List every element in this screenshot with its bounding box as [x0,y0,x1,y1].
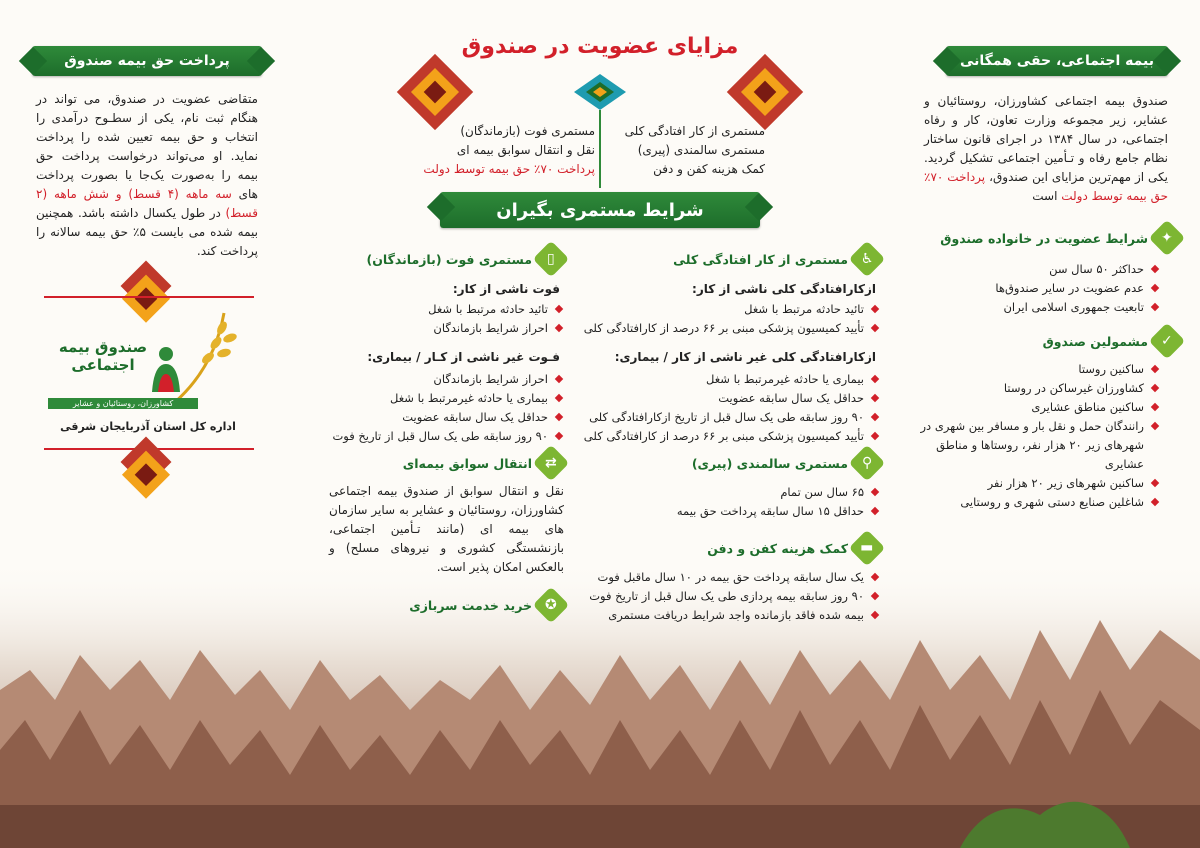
benefits-right [605,122,765,179]
list-item: بیمه شده فاقد بازمانده واجد شرایط دریافت مستمری [560,606,880,625]
logo-subtitle: کشاورزان، روستائیان و عشایر [48,398,198,409]
list-item: عدم عضویت در سایر صندوق‌ها [940,279,1160,298]
list-item: ۹۰ روز سابقه بیمه پردازی طی یک سال قبل از تاریخ فوت [560,587,880,606]
military-heading: ✪ خرید خدمت سربازی [409,592,564,618]
wheelchair-icon: ♿ [849,241,886,278]
center-divider [599,110,601,188]
coffin-icon: ▬ [849,530,886,567]
benefit-transfer: نقل و انتقال سوابق بیمه ای [456,143,595,157]
transfer-arrows-icon: ⇄ [533,445,570,482]
list-item: تابعیت جمهوری اسلامی ایران [940,298,1160,317]
list-item: تأیید کمیسیون پزشکی مبنی بر ۶۶ درصد از کارافتادگی کلی [560,319,880,338]
list-item: تائید حادثه مرتبط با شغل [344,300,564,319]
list-item: احراز شرایط بازماندگان [344,319,564,338]
benefit-funeral: کمک هزینه کفن و دفن [653,162,765,176]
old-age-list [560,483,880,521]
benefit-death: مستمری فوت (بازماندگان) [460,124,595,138]
left-banner: پرداخت حق بیمه صندوق [32,46,262,76]
right-banner: بیمه اجتماعی، حقی همگانی [946,46,1168,76]
list-item: بیماری یا حادثه غیرمرتبط با شغل [560,370,880,389]
benefit-government-share: پرداخت ۷۰٪ حق بیمه توسط دولت [423,162,595,176]
list-item: کشاورزان غیرساکن در روستا [920,379,1160,398]
membership-heading: ✦ شرایط عضویت در خانواده صندوق [940,225,1180,251]
list-item: یک سال سابقه پرداخت حق بیمه در ۱۰ سال ماقبل فوت [560,568,880,587]
disability-sub2: ازکارافتادگی کلی غیر ناشی از کار / بیماری: [614,350,876,364]
elderly-icon: ⚲ [849,445,886,482]
list-item: احراز شرایط بازماندگان [304,370,564,389]
center-title: مزایای عضویت در صندوق [461,34,739,59]
soldier-icon: ✪ [533,587,570,624]
death-sub2: فـوت غیر ناشی از کـار / بیماری: [367,350,560,364]
document-icon: ▯ [533,241,570,278]
logo-office: اداره کل استان آذربایجان شرقی [60,420,236,433]
list-item: تأیید کمیسیون پزشکی مبنی بر ۶۶ درصد از کارافتادگی کلی [560,427,880,446]
disability-heading: ♿ مستمری از کار افتادگی کلی [673,246,880,272]
list-item: ۶۵ سال سن تمام [560,483,880,502]
benefit-disability: مستمری از کار افتادگی کلی [624,124,765,138]
conditions-banner: شرایط مستمری بگیران [440,192,760,228]
disability-sub1: ازکارافتادگی کلی ناشی از کار: [692,282,876,296]
funeral-heading: ▬ کمک هزینه کفن و دفن [707,535,880,561]
rug-ornament-left [397,54,473,130]
death-list1 [344,300,564,338]
list-item: ساکنین مناطق عشایری [920,398,1160,417]
list-item: حداقل یک سال سابقه عضویت [304,408,564,427]
logo-name: صندوق بیمه اجتماعی [58,338,148,374]
membership-list [940,260,1160,317]
old-age-heading: ⚲ مستمری سالمندی (پیری) [692,450,880,476]
puzzle-icon: ✦ [1149,220,1186,257]
death-sub1: فوت ناشی از کار: [452,282,560,296]
transfer-heading: ⇄ انتقال سوابق بیمه‌ای [403,450,564,476]
benefit-old-age: مستمری سالمندی (پیری) [637,143,765,157]
center-ornament [572,72,628,112]
transfer-text: نقل و انتقال سوابق از صندوق بیمه اجتماعی کشاورزان، روستائیان و عشایر به سایر سازمان های بیمه ای (مانند تـأمین اجتماعی، بازنشستگی کشوری و نیروهای مسلح) و بالعکس امکان پذیر است. [329,484,564,574]
list-item: ساکنین روستا [920,360,1160,379]
list-item: ۹۰ روز سابقه طی یک سال قبل از تاریخ فوت [304,427,564,446]
check-icon: ✓ [1149,323,1186,360]
rug-ornament-right [727,54,803,130]
list-item: رانندگان حمل و نقل بار و مسافر بین شهری در شهرهای زیر ۲۰ هزار نفر، روستاها و مناطق عشایری [920,417,1160,474]
benefits-left [395,122,595,179]
right-intro: صندوق بیمه اجتماعی کشاورزان، روستائیان و عشایر، زیر مجموعه وزارت تعاون، کار و رفاه اجتماعی، در سال ۱۳۸۴ در اجرای قانون ساختار نظام جامع رفاه و تـأمین اجتماعی تشکیل گردید. یکی از مهم‌ترین مزایای این صندوق، پرداخت ۷۰٪ حق بیمه توسط دولت است [924,94,1168,203]
logo-frame [44,296,254,450]
list-item: حداقل یک سال سابقه عضویت [560,389,880,408]
left-payment-text: متقاضی عضویت در صندوق، می تواند در هنگام ثبت نام، یکی از سطـوح درآمدی را انتخاب و حق بیمه تعیین شده را پرداخت نماید. او می‌تواند درخواست پرداخت حق بیمه را به‌صورت یک‌جا یا بصورت پرداخت های سه ماهه (۴ قسط) و شش ماهه (۲ قسط) در طول یکسال داشته باشد. همچنین بیمه شده می بایست ۵٪ حق بیمه سالانه را پرداخت کند. [36,92,259,258]
death-list2 [304,370,564,446]
list-item: ۹۰ روز سابقه طی یک سال قبل از تاریخ ازکارافتادگی کلی [560,408,880,427]
list-item: شاغلین صنایع دستی شهری و روستایی [920,493,1160,512]
disability-list1 [560,300,880,338]
death-heading: ▯ مستمری فوت (بازماندگان) [367,246,564,272]
funeral-list [560,568,880,625]
disability-list2 [560,370,880,446]
list-item: حداقل ۱۵ سال سابقه پرداخت حق بیمه [560,502,880,521]
covered-heading: ✓ مشمولین صندوق [1043,328,1180,354]
list-item: حداکثر ۵۰ سال سن [940,260,1160,279]
list-item: ساکنین شهرهای زیر ۲۰ هزار نفر [920,474,1160,493]
list-item: بیماری یا حادثه غیرمرتبط با شغل [304,389,564,408]
covered-list [920,360,1160,512]
list-item: تائید حادثه مرتبط با شغل [560,300,880,319]
